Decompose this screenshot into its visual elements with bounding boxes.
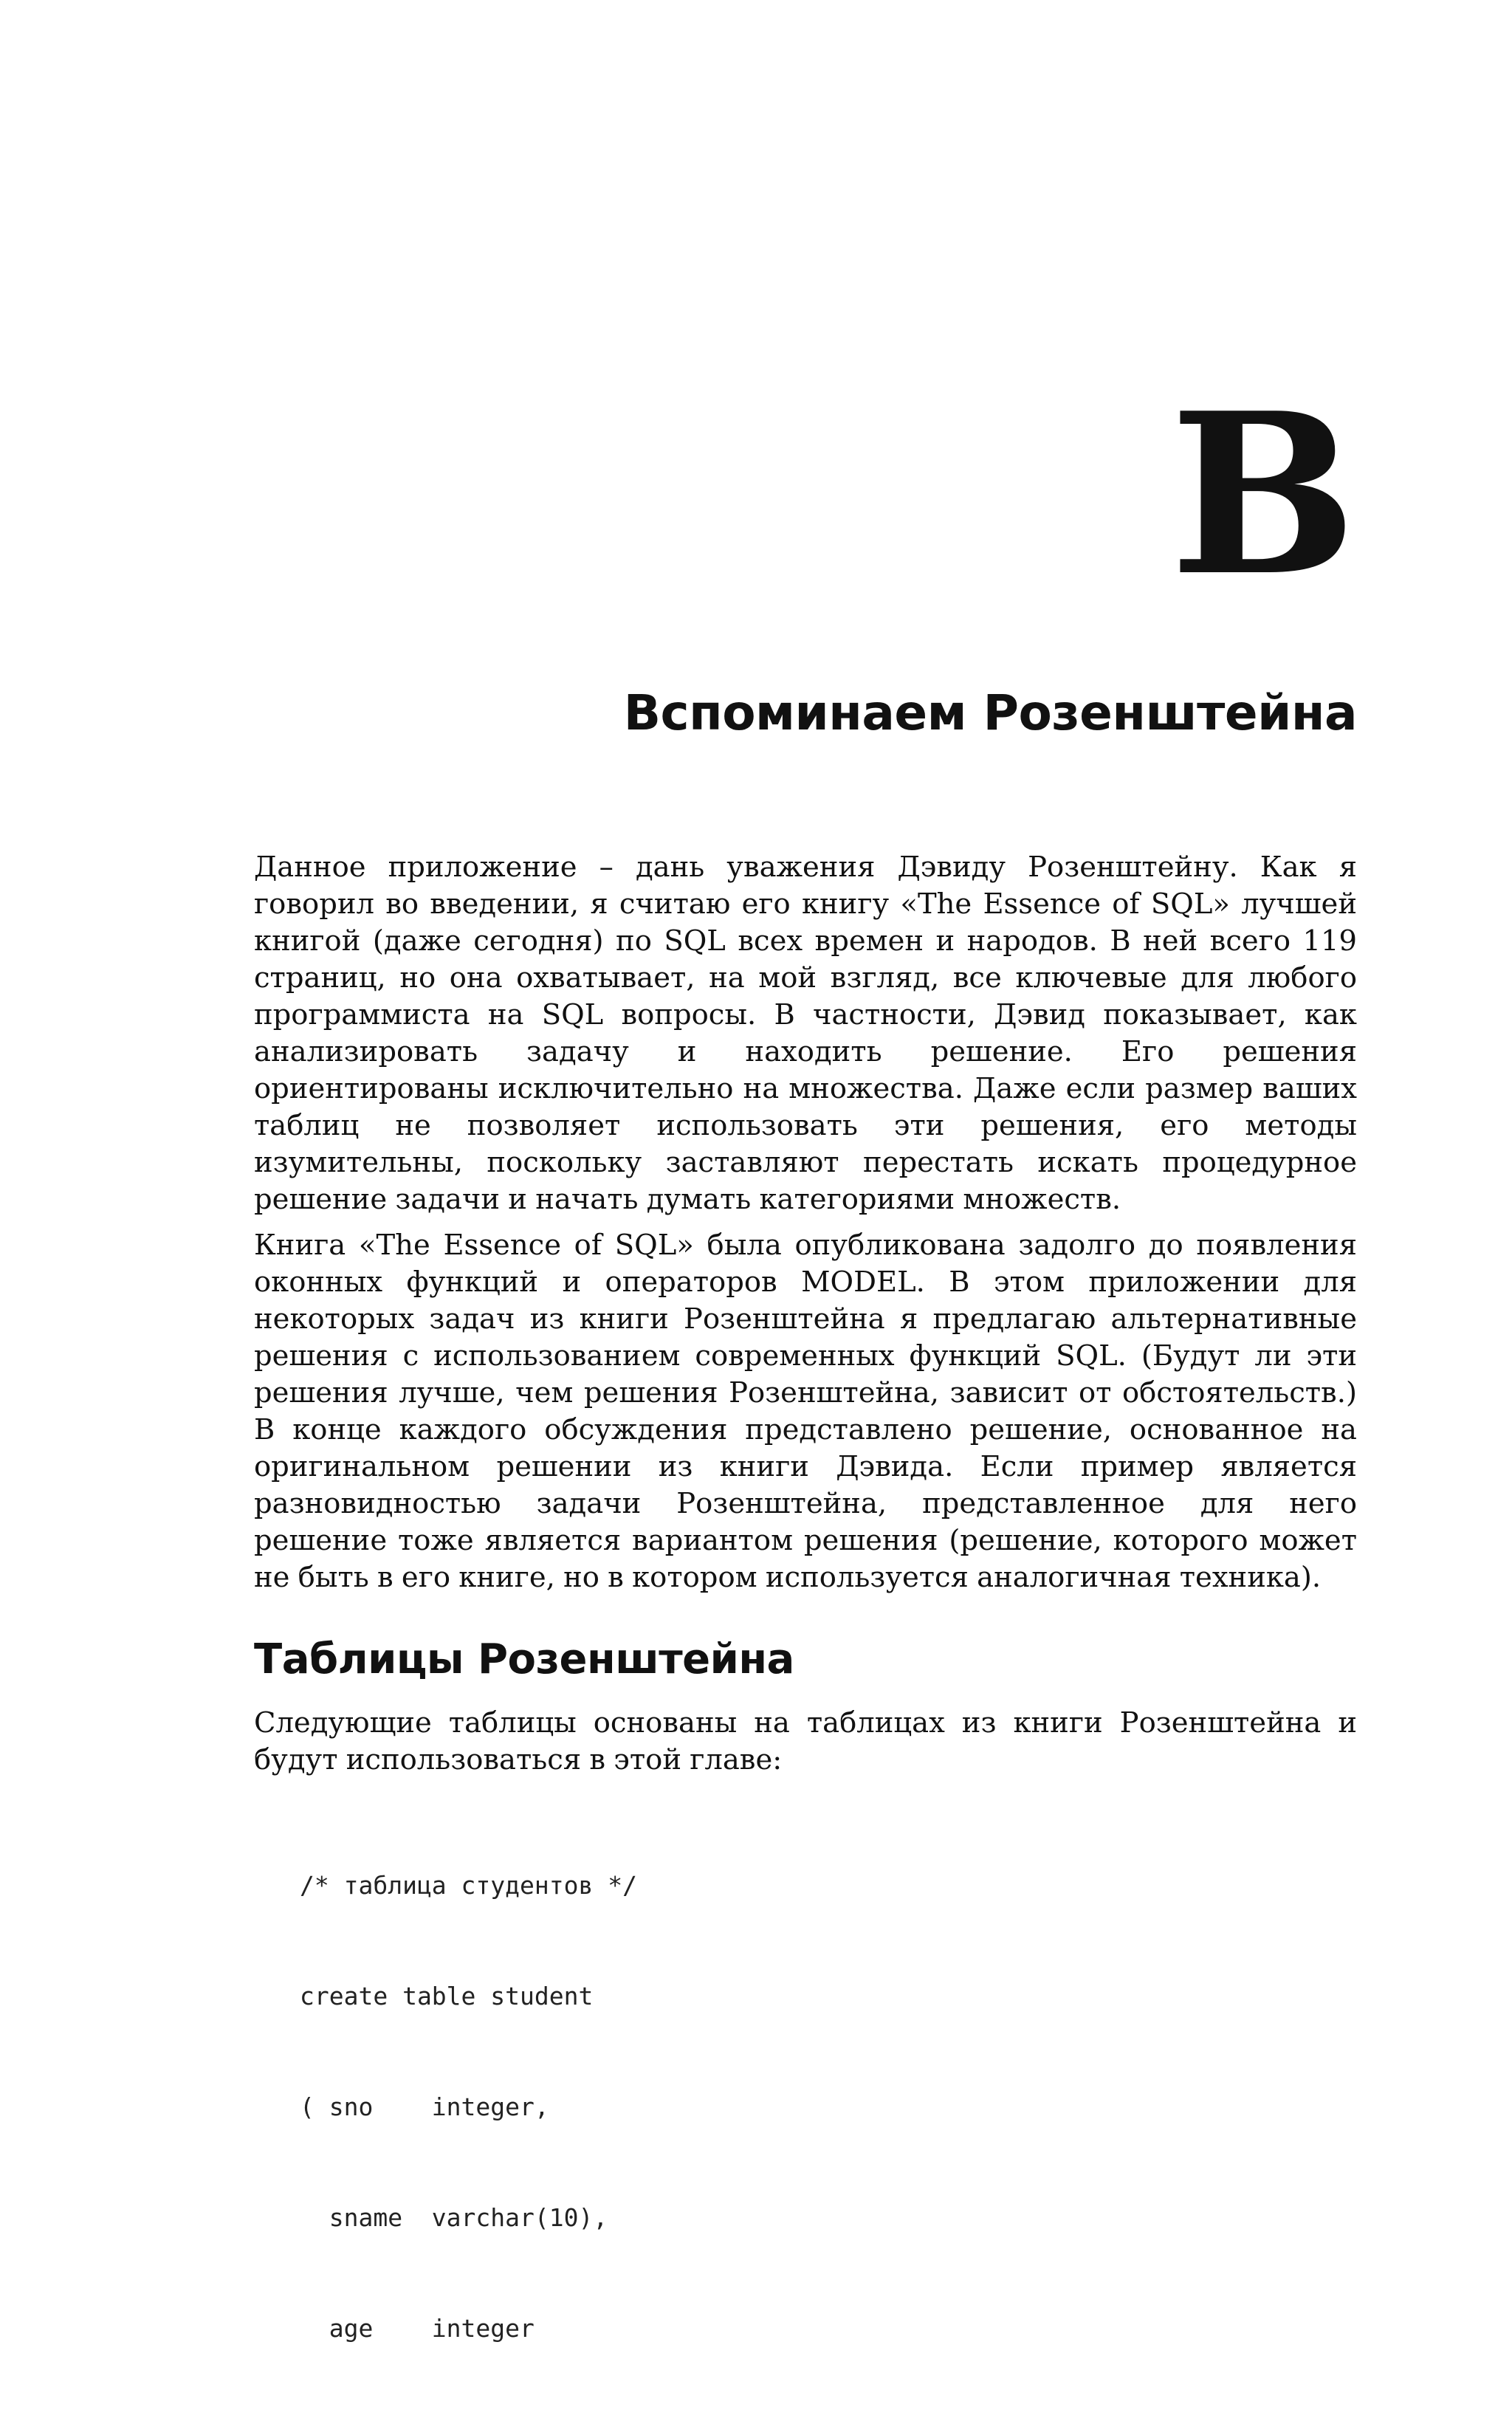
code-line: age integer [300, 2314, 535, 2343]
code-line: sname varchar(10), [300, 2203, 608, 2233]
code-listing [300, 1793, 1357, 2421]
section-intro: Следующие таблицы основаны на таблицах из книги Розенштейна и будут использоваться в этой главе: [254, 1706, 1357, 1777]
code-line: create table student [300, 1982, 594, 2011]
paragraph-modern-solutions: Книга «The Essence of SQL» была опубликована задолго до появления оконных функций и операторов MODEL. В этом приложении для некоторых задач из книги Розенштейна я предлагаю альтернативные решения с использованием современных функций SQL. (Будут ли эти решения лучше, чем решения Розенштейна, зависит от обстоятельств.) В конце каждого обсуждения представлено решение, основанное на оригинальном решении из книги Дэвида. Если пример является разновидностью задачи Розенштейна, представленное для него решение тоже является вариантом решения (решение, которого может не быть в его книге, но в котором используется аналогичная техника). [254, 1229, 1357, 1594]
paragraph-intro: Данное приложение – дань уважения Дэвиду Розенштейну. Как я говорил во введении, я считаю его книгу «The Essence of SQL» лучшей книгой (даже сегодня) по SQL всех времен и народов. В ней всего 119 страниц, но она охватывает, на мой взгляд, все ключевые для любого программиста на SQL вопросы. В частности, Дэвид показывает, как анализировать задачу и находить решение. Его решения ориентированы исключительно на множества. Даже если размер ваших таблиц не позволяет использовать эти решения, его методы изумительны, поскольку заставляют перестать искать процедурное решение задачи и начать думать категориями множеств. [254, 851, 1357, 1216]
page-body [254, 849, 1357, 2421]
code-line: /* таблица студентов */ [300, 1871, 637, 1900]
code-line: ( sno integer, [300, 2092, 549, 2122]
chapter-title: Вспоминаем Розенштейна [623, 684, 1357, 741]
chapter-letter: B [1169, 364, 1357, 625]
section-heading: Таблицы Розенштейна [254, 1635, 794, 1683]
